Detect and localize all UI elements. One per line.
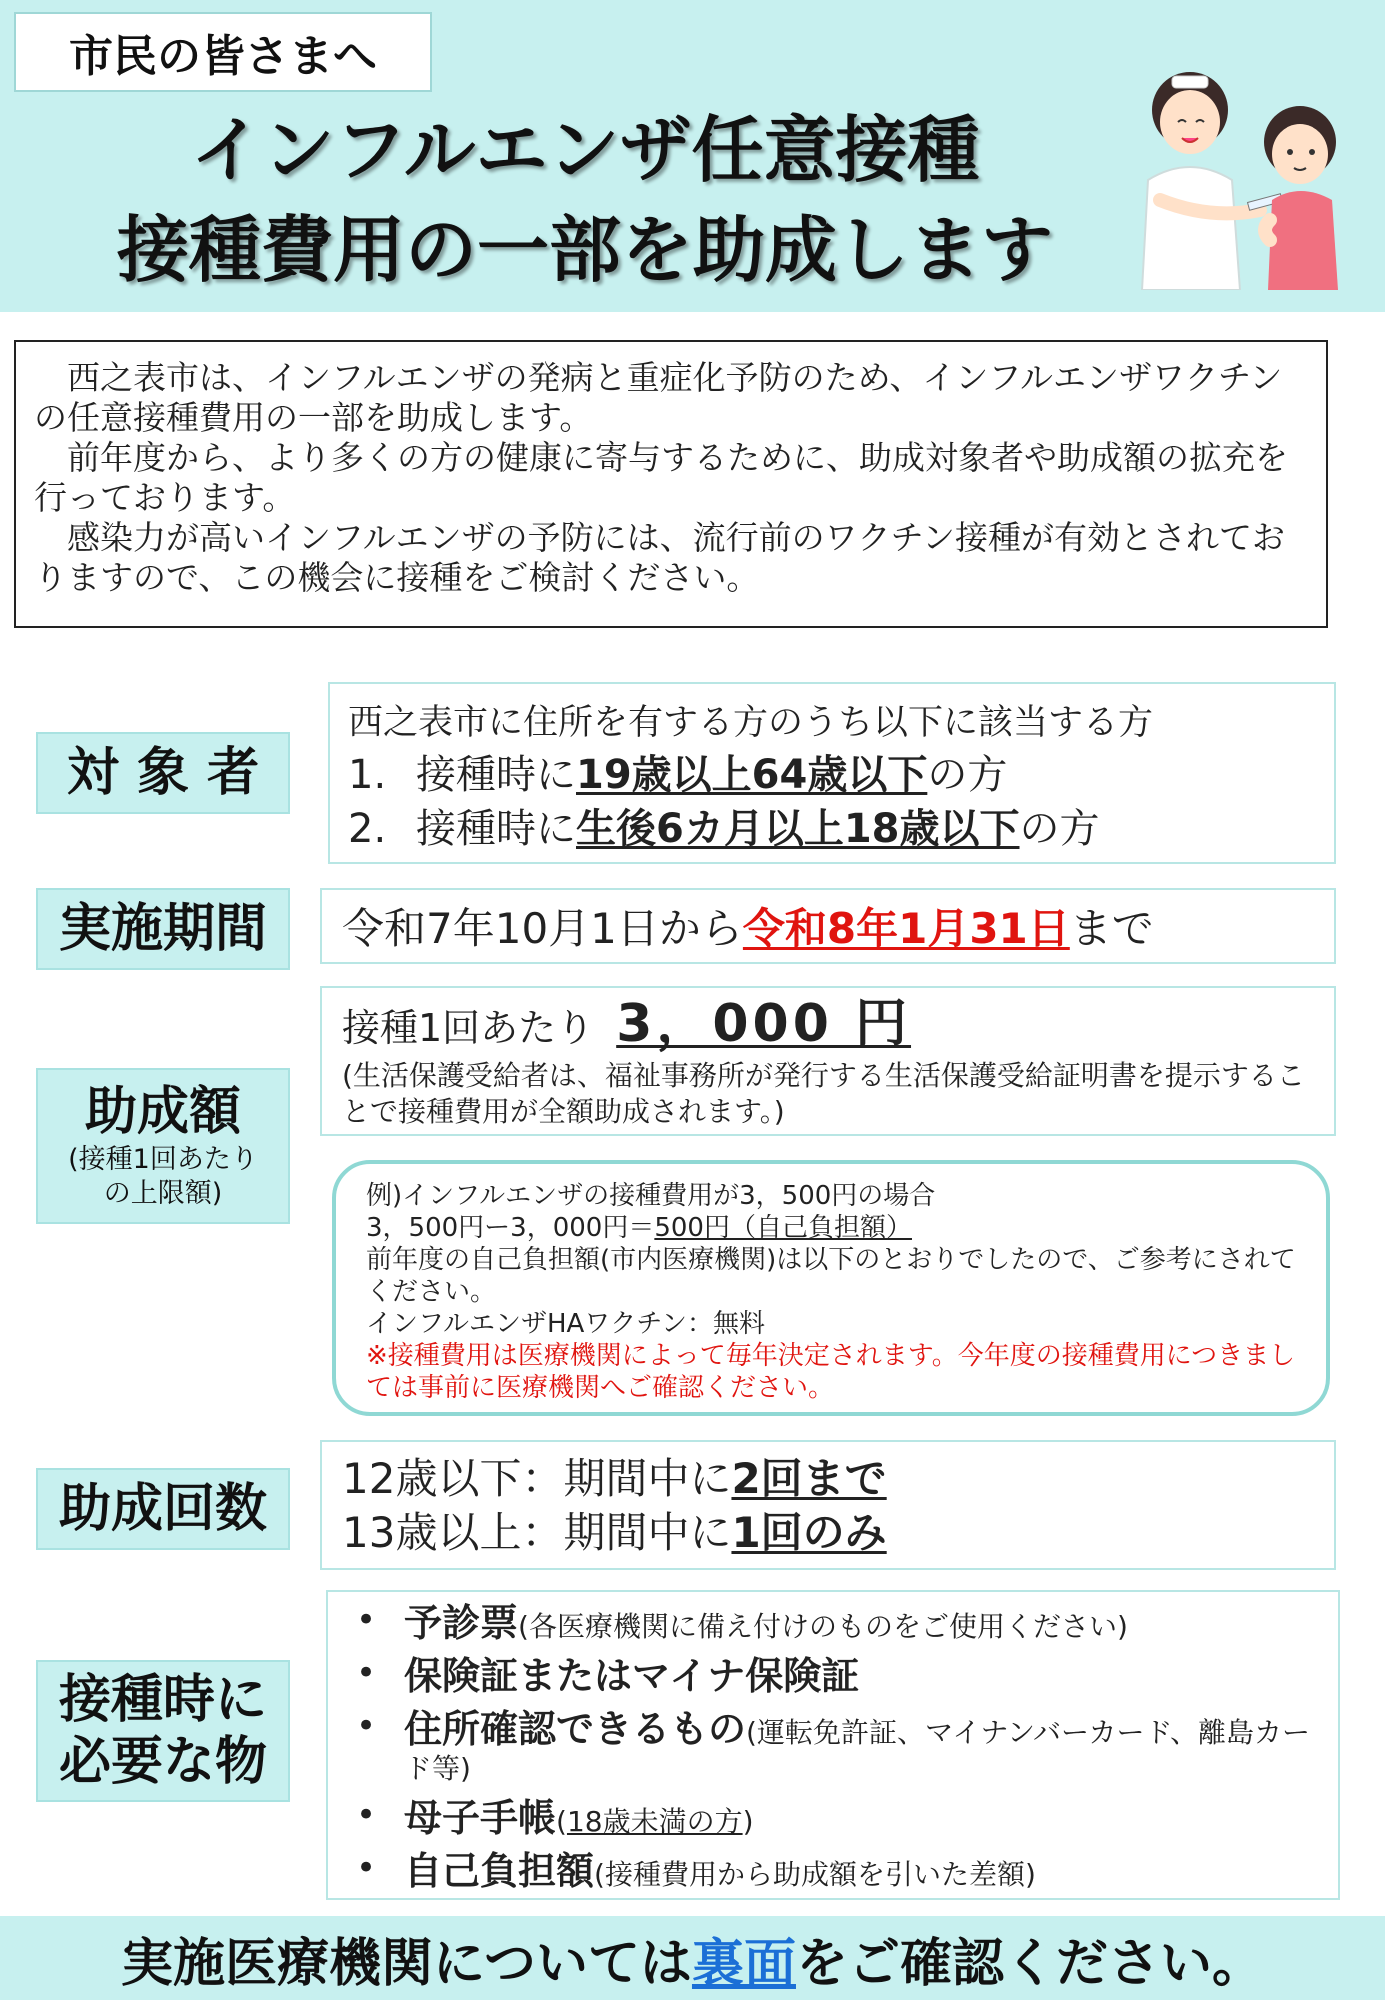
footer-pre: 実施医療機関については: [121, 1933, 692, 1994]
required-item-4-note-u: 18歳未満の方: [566, 1805, 743, 1838]
required-item-5-note: (接種費用から助成額を引いた差額): [594, 1858, 1036, 1891]
example-line-2: [366, 1212, 1296, 1244]
target-item-2-pre: 接種時に: [416, 806, 576, 852]
required-item-4-strong: 母子手帳: [404, 1796, 557, 1840]
required-list: [348, 1602, 1318, 1893]
page-title: [60, 100, 1110, 300]
target-item-1-pre: 接種時に: [416, 752, 576, 798]
required-item: [348, 1850, 1318, 1893]
subsidy-amount-line: [342, 994, 1314, 1054]
back-page-link[interactable]: 裏面: [691, 1933, 796, 1994]
required-item-1-note: (各医療機関に備え付けのものをご使用ください): [518, 1610, 1128, 1643]
times-row-1-pre: 12歳以下：期間中に: [342, 1454, 732, 1503]
target-item-1-num: 1.: [348, 752, 387, 798]
example-box: [332, 1160, 1330, 1416]
required-label-line-2: 必要な物: [58, 1732, 267, 1792]
period-suffix: まで: [1069, 904, 1154, 953]
target-item-2-emph: 生後6カ月以上18歳以下: [576, 806, 1020, 852]
period-start: 令和7年10月1日から: [342, 904, 743, 953]
times-box: [320, 1440, 1336, 1570]
subsidy-label-sub-1: (接種1回あたり: [68, 1144, 258, 1175]
times-row-2: [342, 1506, 1314, 1560]
times-row-1: [342, 1452, 1314, 1506]
target-box: [328, 682, 1336, 864]
intro-paragraph-1: 西之表市は、インフルエンザの発病と重症化予防のため、インフルエンザワクチンの任意接種費用の一部を助成します。: [34, 358, 1283, 437]
required-item-3-strong: 住所確認できるもの: [404, 1707, 747, 1751]
subsidy-box: [320, 986, 1336, 1136]
required-label: [36, 1660, 290, 1802]
required-item: [348, 1797, 1318, 1840]
required-item-5-strong: 自己負担額: [404, 1849, 595, 1893]
footer-banner: [0, 1916, 1385, 2000]
target-item-1-emph: 19歳以上64歳以下: [576, 752, 928, 798]
required-box: [326, 1590, 1340, 1900]
example-line-3: 前年度の自己負担額(市内医療機関)は以下のとおりでしたので、ご参考にされてください。: [366, 1245, 1296, 1307]
target-item-2: [348, 802, 1316, 856]
intro-paragraph-3: 感染力が高いインフルエンザの予防には、流行前のワクチン接種が有効とされておりますので、この機会に接種をご検討ください。: [34, 518, 1286, 597]
times-label: [36, 1468, 290, 1550]
subsidy-label-text: 助成額: [84, 1082, 241, 1142]
subsidy-label: [36, 1068, 290, 1224]
period-end: 令和8年1月31日: [742, 904, 1070, 953]
required-item-2-strong: 保険証またはマイナ保険証: [404, 1654, 860, 1698]
times-row-2-emph: 1回のみ: [731, 1508, 887, 1557]
times-row-1-emph: 2回まで: [731, 1454, 887, 1503]
required-item-1-strong: 予診票: [404, 1601, 519, 1645]
required-item: [348, 1708, 1318, 1787]
required-item-4-note-post: ): [742, 1805, 754, 1838]
footer-post: をご確認ください。: [795, 1933, 1264, 1994]
example-line-2-emph: 500円（自己負担額）: [654, 1213, 912, 1243]
subsidy-amount: 3，000 円: [616, 994, 912, 1054]
target-lead: 西之表市に住所を有する方のうち以下に該当する方: [348, 703, 1154, 743]
required-item: [348, 1655, 1318, 1698]
title-line-2: 接種費用の一部を助成します: [116, 208, 1053, 292]
required-label-line-1: 接種時に: [58, 1670, 267, 1730]
target-label-text: 対 象 者: [66, 743, 260, 803]
title-line-1: インフルエンザ任意接種: [190, 108, 980, 192]
to-citizens-label: 市民の皆さまへ: [14, 12, 432, 92]
target-item-1: [348, 748, 1316, 802]
required-item-3-note: (運転免許証、マイナンバーカード、離島カード等): [404, 1716, 1310, 1785]
subsidy-per-time: 接種1回あたり: [342, 1006, 595, 1050]
intro-box: [14, 340, 1328, 628]
example-line-1: 例)インフルエンザの接種費用が3，500円の場合: [366, 1181, 936, 1211]
subsidy-label-sub-2: の上限額): [103, 1178, 223, 1209]
subsidy-note: (生活保護受給者は、福祉事務所が発行する生活保護受給証明書を提示することで接種費用が全額助成されます。): [342, 1059, 1305, 1128]
vaccination-illustration: [1120, 50, 1360, 290]
intro-paragraph-2: 前年度から、より多くの方の健康に寄与するために、助成対象者や助成額の拡充を行っております。: [34, 438, 1288, 517]
required-item: [348, 1602, 1318, 1645]
example-line-2-pre: 3，500円ー3，000円＝: [366, 1213, 655, 1243]
target-item-2-post: の方: [1019, 806, 1100, 852]
example-warning: ※接種費用は医療機関によって毎年決定されます。今年度の接種費用につきましては事前に医療機関へご確認ください。: [366, 1341, 1296, 1403]
period-label: [36, 888, 290, 970]
target-item-1-post: の方: [927, 752, 1008, 798]
times-row-2-pre: 13歳以上：期間中に: [342, 1508, 732, 1557]
required-item-4-note-pre: (: [556, 1805, 567, 1838]
period-label-text: 実施期間: [58, 899, 267, 959]
example-line-4: インフルエンザHAワクチン：無料: [366, 1309, 765, 1339]
period-box: [320, 888, 1336, 964]
target-label: [36, 732, 290, 814]
target-item-2-num: 2.: [348, 806, 387, 852]
times-label-text: 助成回数: [58, 1479, 267, 1539]
